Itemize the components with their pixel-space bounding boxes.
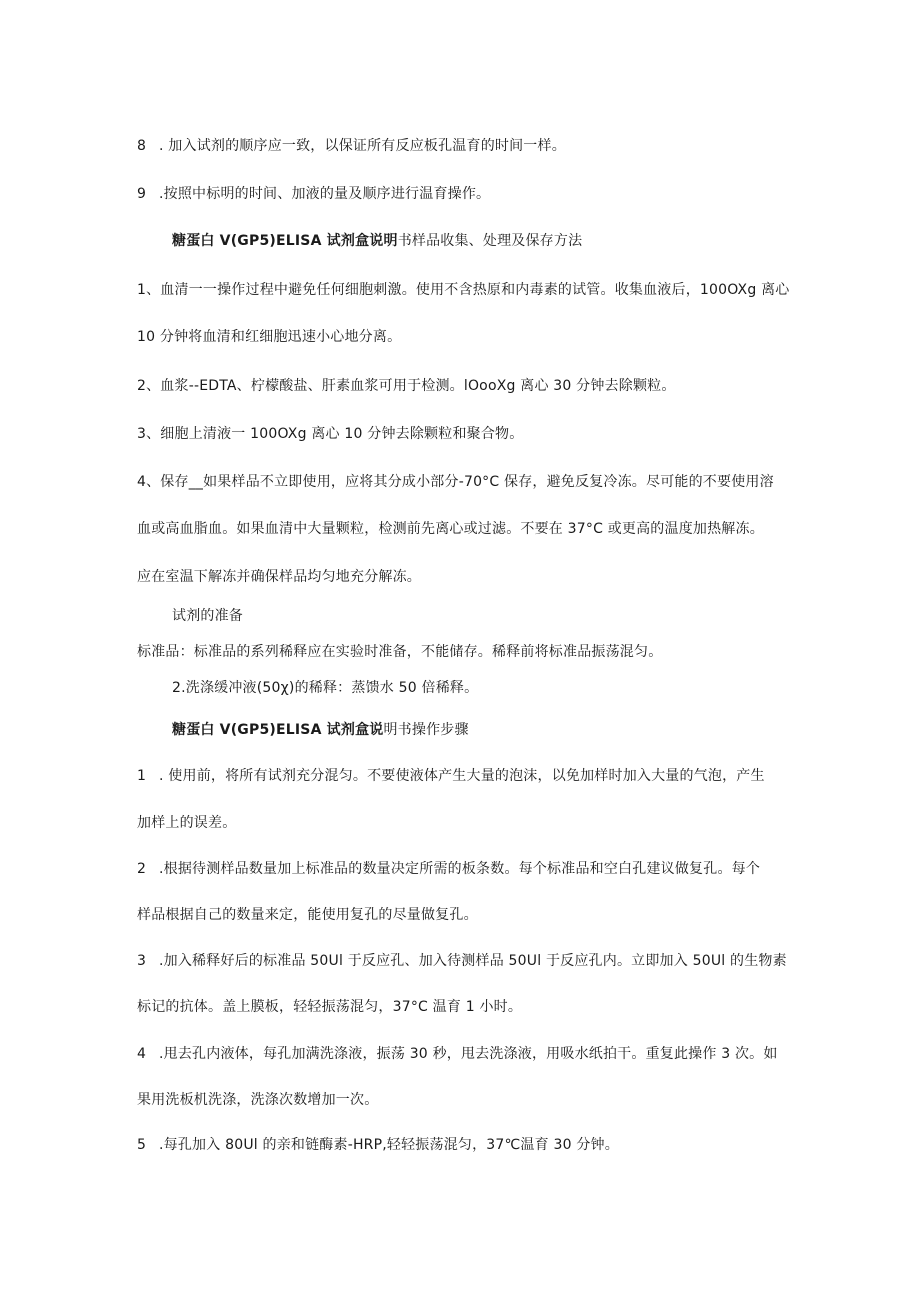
step-3-line [137, 951, 787, 971]
step-5-line [137, 1135, 619, 1155]
heading-rest: 明书操作步骤 [383, 722, 469, 738]
step-4-line [137, 1044, 778, 1064]
paragraph-line: 标准品：标准品的系列稀释应在实验时准备，不能储存。稀释前将标准品振荡混匀。 [137, 644, 663, 660]
paragraph-line: 4、保存__如果样品不立即使用，应将其分成小部分-70°C 保存，避免反复冷冻。尽可能的不要使用溶 [137, 474, 774, 490]
step-8-line [137, 136, 566, 156]
step-text: . 加入试剂的顺序应一致，以保证所有反应板孔温育的时间一样。 [159, 138, 566, 154]
paragraph-line: 样品根据自己的数量来定，能使用复孔的尽量做复孔。 [137, 907, 478, 923]
section-heading-reagent-prep: 试剂的准备 [172, 608, 243, 624]
step-9-line [137, 184, 490, 204]
heading-rest: 书样品收集、处理及保存方法 [397, 233, 583, 249]
step-2-line [137, 859, 760, 879]
step-text: .根据待测样品数量加上标准品的数量决定所需的板条数。每个标准品和空白孔建议做复孔。每个 [159, 861, 761, 877]
step-text: .每孔加入 80Ul 的亲和链酶素-HRP,轻轻振荡混匀，37℃温育 30 分钟。 [159, 1137, 619, 1153]
step-number: 8 [137, 138, 147, 154]
paragraph-line: 果用洗板机洗涤，洗涤次数增加一次。 [137, 1092, 379, 1108]
step-text: . 使用前，将所有试剂充分混匀。不要使液体产生大量的泡沫，以免加样时加入大量的气泡，产生 [159, 768, 765, 784]
step-number: 3 [137, 953, 147, 969]
step-number: 4 [137, 1046, 147, 1062]
step-text: .加入稀释好后的标准品 50Ul 于反应孔、加入待测样品 50Ul 于反应孔内。立即加入 50Ul 的生物素 [159, 953, 787, 969]
heading-bold-part: 糖蛋白 V(GP5)ELISA 试剂盒说明 [172, 233, 398, 249]
paragraph-line: 2、血浆--EDTA、柠檬酸盐、肝素血浆可用于检测。lOooXg 离心 30 分钟去除颗粒。 [137, 378, 676, 394]
paragraph-line: 1、血清一一操作过程中避免任何细胞刺激。使用不含热原和内毒素的试管。收集血液后，100OXg 离心 [137, 282, 790, 298]
paragraph-line: 加样上的误差。 [137, 815, 237, 831]
paragraph-line: 应在室温下解冻并确保样品均匀地充分解冻。 [137, 569, 421, 585]
section-heading-procedure [172, 720, 469, 740]
paragraph-line: 2.洗涤缓冲液(50χ)的稀释：蒸馈水 50 倍稀释。 [172, 680, 479, 696]
step-text: .甩去孔内液体，每孔加满洗涤液，振荡 30 秒，甩去洗涤液，用吸水纸拍干。重复此操作 3 次。如 [159, 1046, 778, 1062]
step-number: 1 [137, 768, 147, 784]
step-number: 9 [137, 186, 147, 202]
paragraph-line: 标记的抗体。盖上膜板，轻轻振荡混匀，37°C 温育 1 小时。 [137, 999, 523, 1015]
paragraph-line: 血或高血脂血。如果血清中大量颗粒，检测前先离心或过滤。不要在 37°C 或更高的温度加热解冻。 [137, 521, 764, 537]
paragraph-line: 10 分钟将血清和红细胞迅速小心地分离。 [137, 329, 402, 345]
paragraph-line: 3、细胞上清液一 100OXg 离心 10 分钟去除颗粒和聚合物。 [137, 426, 524, 442]
step-number: 5 [137, 1137, 147, 1153]
heading-bold-part: 糖蛋白 V(GP5)ELISA 试剂盒说 [172, 722, 384, 738]
section-heading-sample-collection [172, 231, 582, 251]
step-number: 2 [137, 861, 147, 877]
step-1-line [137, 766, 765, 786]
step-text: .按照中标明的时间、加液的量及顺序进行温育操作。 [159, 186, 491, 202]
